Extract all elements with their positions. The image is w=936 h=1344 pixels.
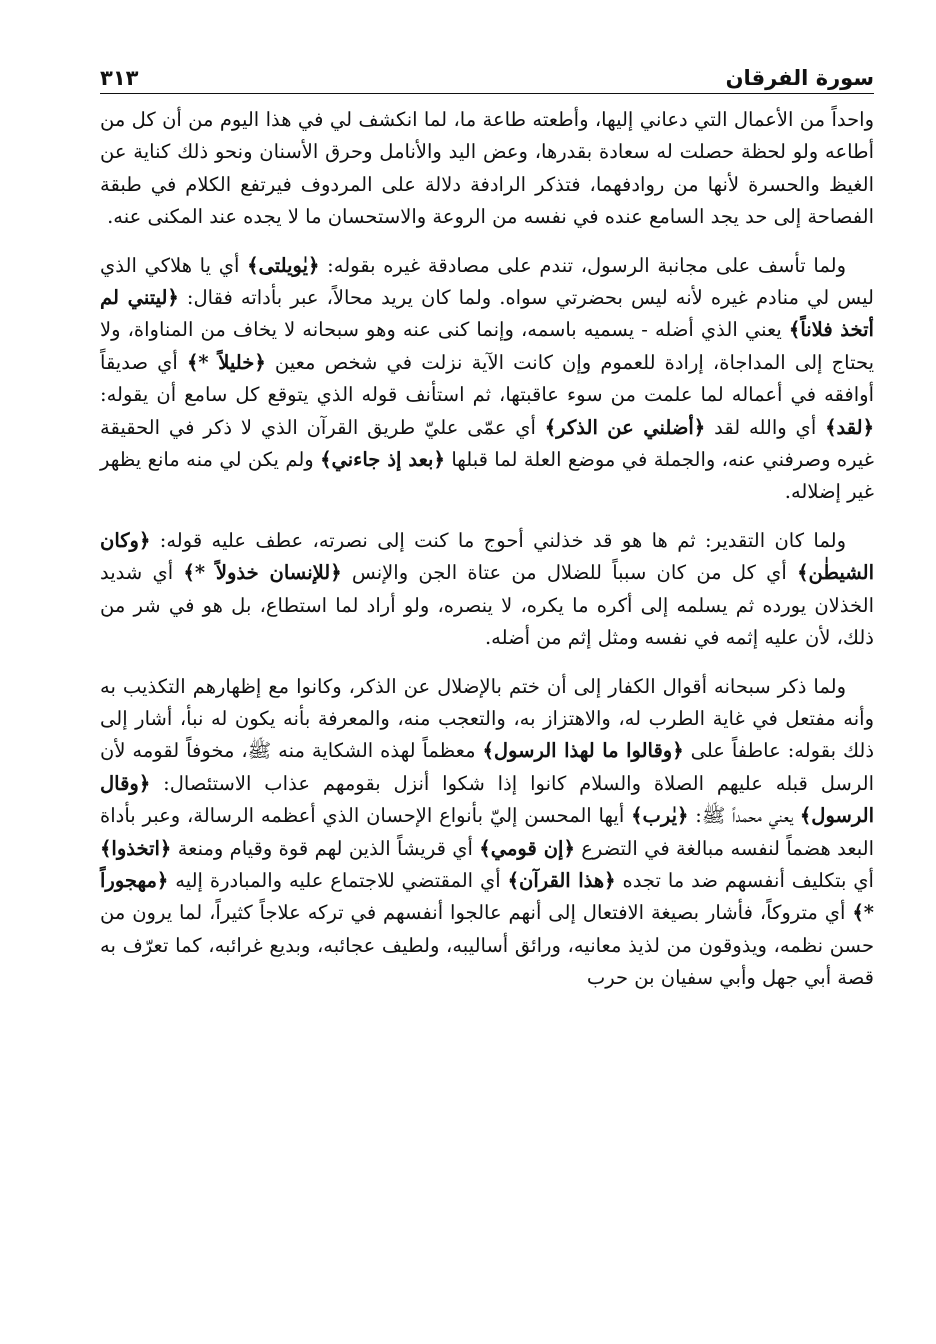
quran-quote: ﴿أضلني عن الذكر﴾ bbox=[544, 415, 706, 439]
paragraph: ولما كان التقدير: ثم ها هو قد خذلني أحوج ما كنت إلى نصرته، عطف عليه قوله: ﴿وكان الشيطٰن﴾ أي كل من كان سبباً للضلال من عتاة الجن والإنس ﴿للإنسان خذولاً *﴾ أي شديد الخذلان يورده ثم يسلمه إلى أكره ما يكره، لا ينصره، ولو أراد لما استطاع، بل هو في شر من ذلك، لأن عليه إثمه في نفسه ومثل إثم من أضله. bbox=[100, 528, 874, 650]
surah-title: سورة الفرقان bbox=[725, 66, 874, 90]
quran-quote: ﴿وقالوا ما لهذا الرسول﴾ bbox=[482, 739, 684, 763]
quran-quote: ﴿يٰرب﴾ bbox=[631, 804, 689, 828]
quran-quote: ﴿لقد﴾ bbox=[825, 415, 875, 439]
quran-quote: ﴿وقال الرسول﴾ bbox=[100, 771, 874, 828]
paragraph: واحداً من الأعمال التي دعاني إليها، وأطعته طاعة ما، لما انكشف لي في هذا اليوم من أن كل من أطاعه ولو لحظة حصلت له سعادة بقدرها، وعض اليد والأنامل وحرق الأسنان ونحو ذلك كناية عن الغيظ والحسرة لأنها من روادفهما، فتذكر الرادفة دلالة على المردوف فيرتفع الكلام في طبقة الفصاحة إلى حد يجد السامع عنده في نفسه من الروعة والاستحسان ما لا يجده عند المكنى عنه. bbox=[100, 108, 874, 229]
paragraph: ولما تأسف على مجانبة الرسول، تندم على مصادقة غيره بقوله: ﴿يٰويلتى﴾ أي يا هلاكي الذي ليس لي منادم غيره لأنه ليس بحضرتي سواه. ولما كان يريد محالاً، عبر بأداته فقال: ﴿ليتني لم أتخذ فلاناً﴾ يعني الذي أضله - يسميه باسمه، وإنما كنى عنه وهو سبحانه لا يخاف من المناواة، ولا يحتاج إلى المداجاة، إرادة للعموم وإن كانت الآية نزلت في شخص معين ﴿خليلاً *﴾ أي صديقاً أوافقه في أعماله لما علمت من سوء عاقبتها، ثم استأنف قوله الذي يتوقع كل سامع أن يقوله: ﴿لقد﴾ أي والله لقد ﴿أضلني عن الذكر﴾ أي عمّى عليّ طريق القرآن الذي لا ذكر في الحقيقة غيره وصرفني عنه، والجملة في موضع العلة لما قبلها ﴿بعد إذ جاءني﴾ ولم يكن لي منه مانع يظهر غير إضلاله. bbox=[100, 253, 875, 504]
quran-quote: ﴿ليتني لم أتخذ فلاناً﴾ bbox=[100, 286, 874, 342]
book-page bbox=[100, 54, 874, 1011]
quran-quote: ﴿خليلاً *﴾ bbox=[186, 350, 266, 374]
quran-quote: ﴿للإنسان خذولاً *﴾ bbox=[183, 561, 342, 585]
quran-quote: ﴿إن قومي﴾ bbox=[479, 836, 575, 860]
quran-quote: ﴿وكان الشيطٰن﴾ bbox=[100, 528, 874, 585]
body-text bbox=[100, 104, 874, 995]
quran-quote: ﴿اتخذوا﴾ bbox=[100, 836, 172, 860]
quran-quote: ﴿بعد إذ جاءني﴾ bbox=[320, 448, 445, 472]
page-header bbox=[100, 54, 874, 94]
quran-quote: ﴿يٰويلتى﴾ bbox=[247, 253, 320, 277]
page-number: ٣١٣ bbox=[100, 66, 139, 90]
quran-quote: ﴿مهجوراً *﴾ bbox=[100, 868, 874, 925]
quran-quote: ﴿هذا القرآن﴾ bbox=[507, 868, 616, 892]
paragraph: ولما ذكر سبحانه أقوال الكفار إلى أن ختم بالإضلال عن الذكر، وكانوا مع إظهارهم التكذيب به وأنه مفتعل في غاية الطرب له، والاهتزاز به، والتعجب منه، والمعرفة بأنه يكون له نبأ، أشار إلى ذلك بقوله: عاطفاً على ﴿وقالوا ما لهذا الرسول﴾ معظماً لهذه الشكاية منه ﷺ، مخوفاً لقومه لأن الرسل قبله عليهم الصلاة والسلام كانوا إذا شكوا أنزل بقومهم عذاب الاستئصال: ﴿وقال الرسول﴾ يعني محمداً ﷺ: ﴿يٰرب﴾ أيها المحسن إليّ بأنواع الإحسان الذي أعظمه الرسالة، وعبر بأداة البعد هضماً لنفسه مبالغة في التضرع ﴿إن قومي﴾ أي قريشاً الذين لهم قوة وقيام ومنعة ﴿اتخذوا﴾ أي بتكليف أنفسهم ضد ما تجده ﴿هذا القرآن﴾ أي المقتضي للاجتماع عليه والمبادرة إليه ﴿مهجوراً *﴾ أي متروكاً، فأشار بصيغة الافتعال إلى أنهم عالجوا أنفسهم في تركه علاجاً كثيراً، لما يرون من حسن نظمه، ويذوقون من لذيذ معانيه، ورائق أساليبه، ولطيف عجائبه، وبديع غرائبه، كما تعرّف به قصة أبي جهل وأبي سفيان بن حرب bbox=[100, 674, 875, 990]
